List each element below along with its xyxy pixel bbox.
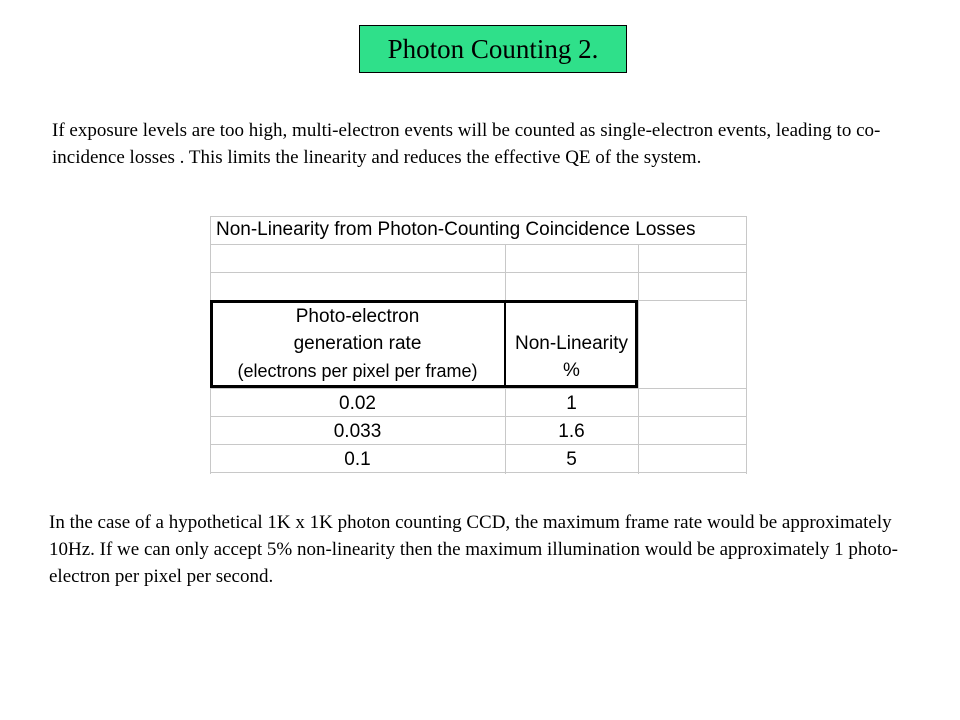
row-2-rate: 0.033 <box>333 421 382 442</box>
grid-line <box>210 388 747 389</box>
header-border-bottom <box>210 385 638 388</box>
intro-paragraph: If exposure levels are too high, multi-electron events will be counted as single-electron events, leading to co-incidence losses . This limits the linearity and reduces the effective QE of the system. <box>52 120 881 168</box>
grid-line <box>210 216 747 217</box>
header-nonlinearity-line-1: Non-Linearity <box>515 333 628 354</box>
row-3-nonlinearity: 5 <box>566 449 577 470</box>
grid-line <box>210 244 747 245</box>
table-caption: Non-Linearity from Photon-Counting Coincidence Losses <box>216 219 696 240</box>
row-3-rate: 0.1 <box>344 449 371 470</box>
spreadsheet-table <box>210 216 747 474</box>
grid-line <box>210 444 747 445</box>
grid-line <box>210 472 747 473</box>
grid-line <box>638 244 639 474</box>
grid-line <box>210 416 747 417</box>
header-rate-line-2: generation rate <box>293 333 422 354</box>
page-title-text: Photon Counting 2. <box>387 33 599 64</box>
header-rate-line-1: Photo-electron <box>295 306 420 327</box>
grid-line <box>746 216 747 474</box>
grid-line <box>210 272 747 273</box>
header-border-top <box>210 300 638 303</box>
page-title <box>359 25 627 73</box>
row-1-nonlinearity: 1 <box>566 393 577 414</box>
conclusion-paragraph: In the case of a hypothetical 1K x 1K photon counting CCD, the maximum frame rate would be approximately 10Hz. If we can only accept 5% non-linearity then the maximum illumination would be approximately 1 photo-electron per pixel per second. <box>49 512 898 587</box>
header-nonlinearity-line-2: % <box>563 360 580 381</box>
header-rate-line-3: (electrons per pixel per frame) <box>237 361 478 381</box>
row-2-nonlinearity: 1.6 <box>558 421 585 442</box>
row-1-rate: 0.02 <box>339 393 376 414</box>
